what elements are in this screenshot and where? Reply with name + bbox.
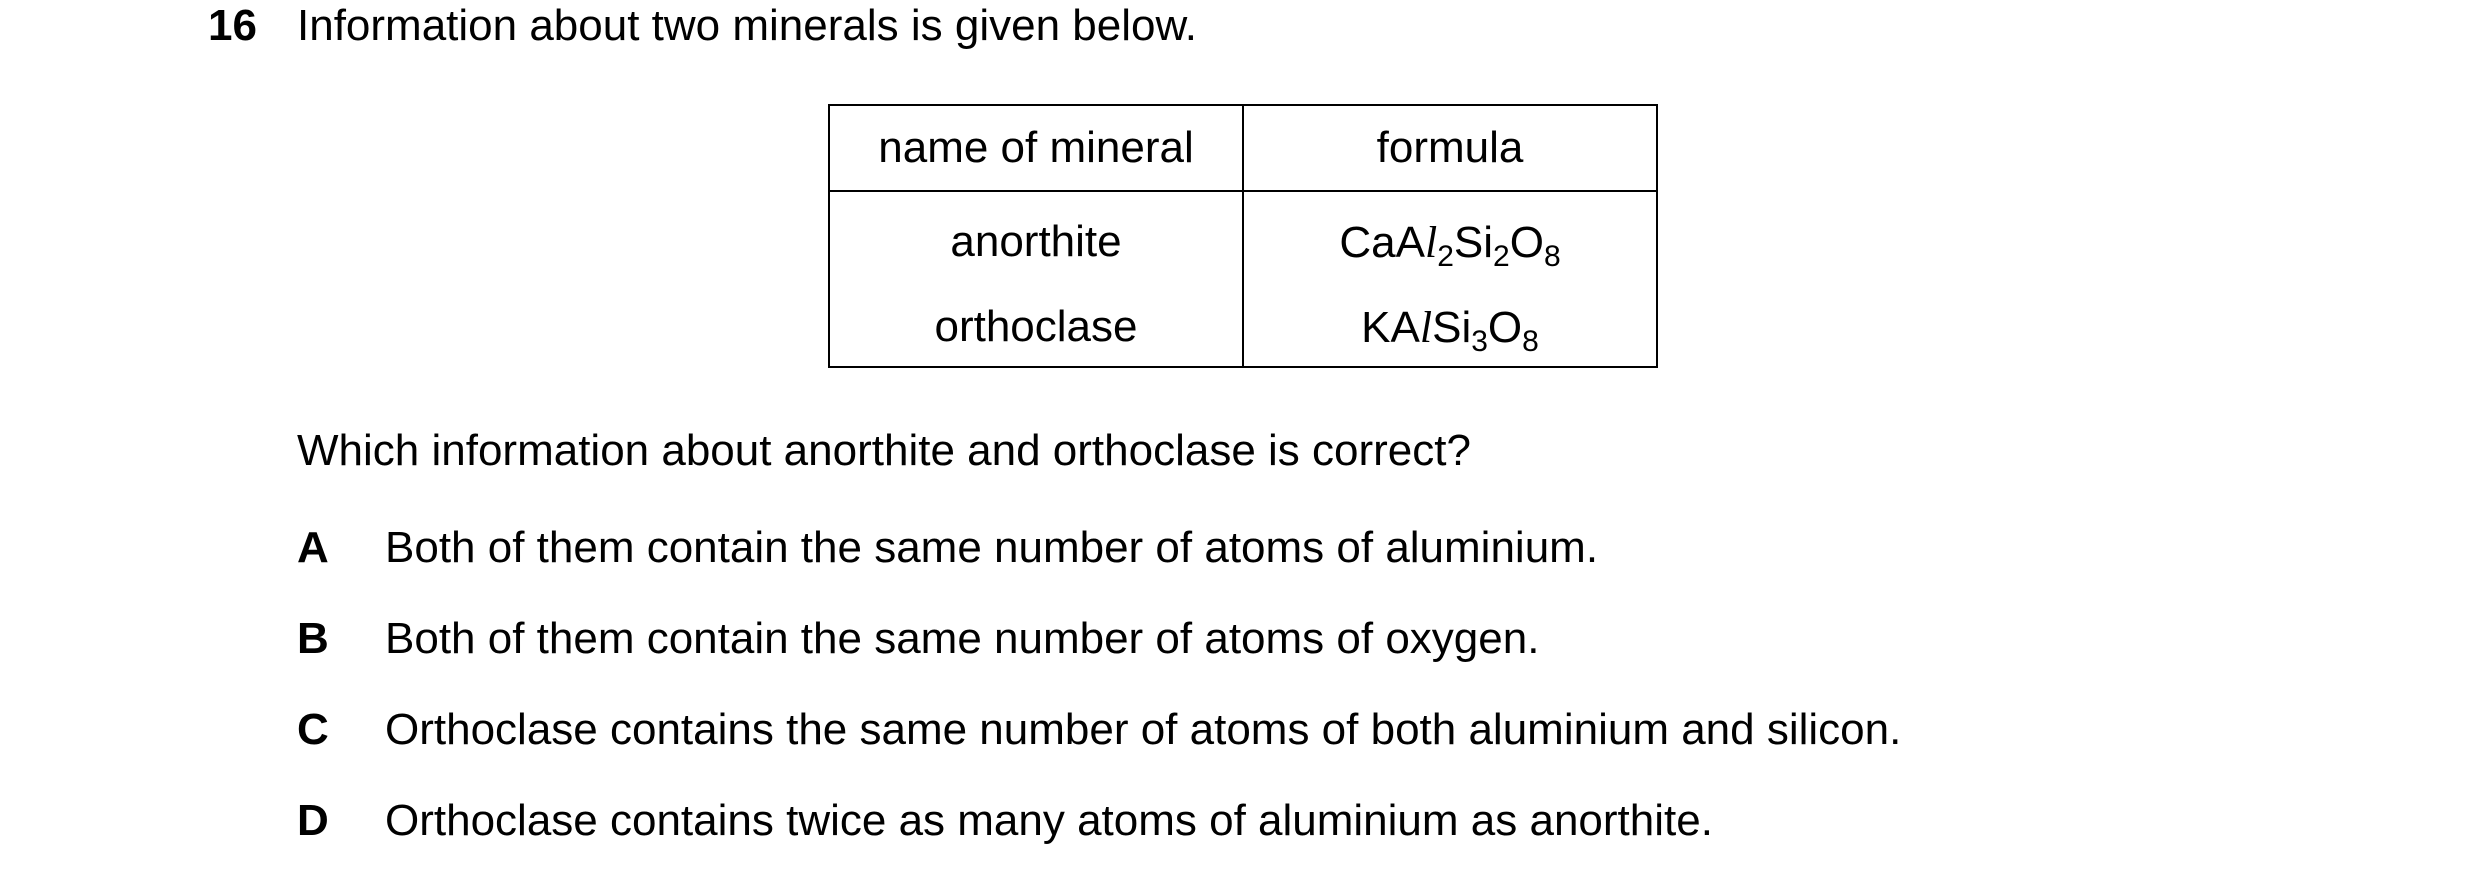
option-text: Both of them contain the same number of atoms of aluminium. — [385, 523, 1599, 572]
formula-subscript: 3 — [1471, 324, 1488, 358]
formula-part: KA — [1361, 302, 1420, 352]
formula-part: O — [1509, 217, 1544, 267]
option-text: Both of them contain the same number of atoms of oxygen. — [385, 614, 1540, 663]
table-row-anorthite — [829, 191, 1657, 288]
option-letter: A — [297, 523, 329, 572]
formula-l-symbol: l — [1424, 217, 1438, 267]
formula-anorthite — [1243, 191, 1657, 288]
minerals-table — [828, 104, 1658, 368]
formula-subscript: 8 — [1543, 239, 1561, 273]
option-text: Orthoclase contains twice as many atoms of aluminium as anorthite. — [385, 796, 1713, 845]
header-name-of-mineral: name of mineral — [829, 105, 1243, 191]
formula-part: CaA — [1339, 217, 1425, 267]
formula-part: Si — [1453, 217, 1494, 267]
question-number: 16 — [208, 1, 257, 50]
mineral-name-anorthite: anorthite — [829, 191, 1243, 288]
formula-part: O — [1487, 302, 1523, 352]
formula-l-symbol: l — [1419, 302, 1433, 352]
formula-part: Si — [1432, 302, 1472, 352]
mineral-name-orthoclase: orthoclase — [829, 288, 1243, 367]
formula-subscript: 8 — [1522, 324, 1539, 358]
option-letter: C — [297, 705, 329, 754]
question-prompt: Which information about anorthite and orthoclase is correct? — [297, 426, 1471, 475]
formula-subscript: 2 — [1437, 239, 1454, 273]
formula-orthoclase — [1243, 288, 1657, 367]
option-letter: D — [297, 796, 329, 845]
table-row-orthoclase — [829, 288, 1657, 367]
option-letter: B — [297, 614, 329, 663]
question-stem: Information about two minerals is given below. — [297, 1, 1198, 50]
option-text: Orthoclase contains the same number of atoms of both aluminium and silicon. — [385, 705, 1902, 754]
table-header-row — [829, 105, 1657, 191]
formula-subscript: 2 — [1493, 239, 1510, 273]
header-formula: formula — [1243, 105, 1657, 191]
